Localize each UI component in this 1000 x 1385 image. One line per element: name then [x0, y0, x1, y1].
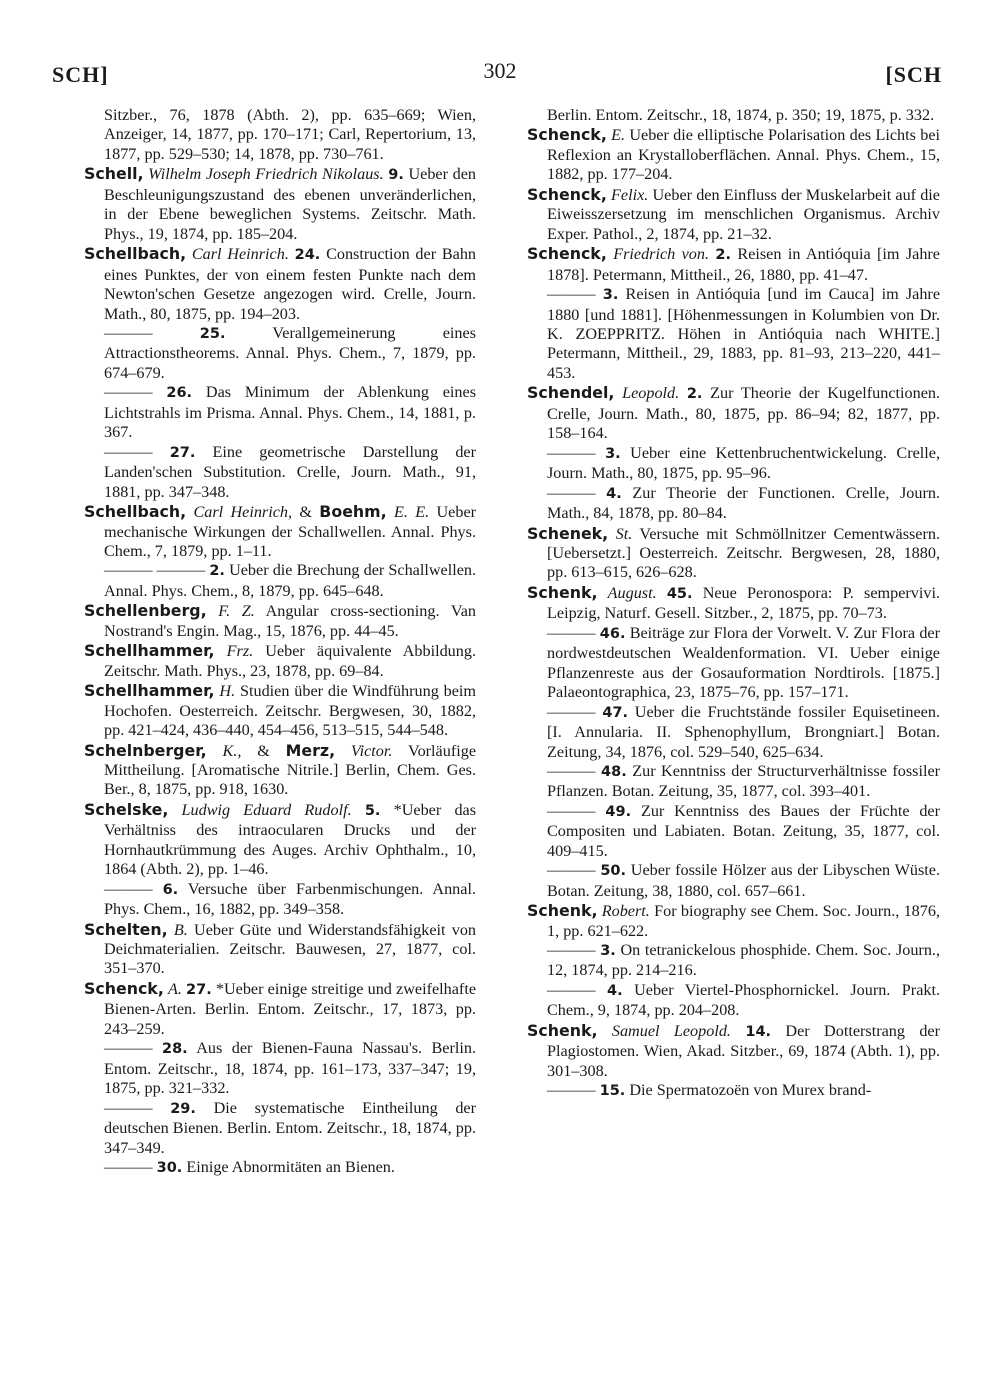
ditto-dash: ——— [547, 1081, 596, 1100]
entry-text: *Ueber einige streitige und zweifelhafte Bienen-Arten. Berlin. Entom. Zeitschr., 17, 1873, pp. 243–259. [104, 979, 477, 1038]
entry-text: Reisen in Antióquia [im Jahre 1878]. Petermann, Mittheil., 26, 1880, pp. 41–47. [547, 245, 940, 284]
author-surname: Schenk, [527, 901, 598, 921]
author-entry [527, 125, 940, 184]
entry-number: 2. [715, 247, 732, 264]
author-given-name: B. [173, 920, 188, 939]
ditto-dash: ——— [104, 879, 153, 898]
author-surname: Schellbach, [84, 502, 187, 522]
entry-number: 26. [166, 385, 193, 402]
entry-text: Versuche mit Schmöllnitzer Cementwässern. [Uebersetzt.] Oesterreich. Zeitschr. Bergwesen, 28, 1880, pp. 613–615, 626–628. [547, 524, 941, 582]
entry-text: Ueber äquivalente Abbildung. Zeitschr. Math. Phys., 23, 1878, pp. 69–84. [104, 642, 477, 680]
entry-number: 2. [686, 386, 703, 403]
entry-number: 50. [600, 863, 627, 880]
author-given-name: A. [167, 979, 182, 998]
author-entry [84, 601, 476, 641]
entry-text: Sitzber., 76, 1878 (Abth. 2), pp. 635–669; Wien, Anzeiger, 14, 1877, pp. 170–171; Carl, Repertorium, 13, 1877, pp. 529–530; 14, 1878, pp. 730–761. [104, 106, 476, 163]
entry-number: 27. [186, 981, 212, 998]
author-surname: Schellhammer, [84, 641, 215, 661]
ditto-dash: ——— [104, 442, 153, 461]
entry-text: Reisen in Antióquia [und im Cauca] im Jahre 1880 [und 1881]. [Höhenmessungen in Kolumbien von Dr. K. ZOEPPRITZ. Höhen in Antióquia nach WHITE.] Petermann, Mittheil., 29, 1883, pp. 81–93, 213–220, 441–453. [547, 285, 941, 382]
sub-entry [527, 1081, 940, 1101]
ditto-dash: ——— [547, 443, 596, 462]
entry-number: 30. [156, 1160, 183, 1177]
ditto-dash: ——— [104, 1098, 153, 1117]
entry-text: Studien über die Windführung beim Hochofen. Oesterreich. Zeitschr. Bergwesen, 30, 1882, pp. 421–424, 436–440, 454–456, 513–515, 544–548. [104, 682, 476, 740]
sub-entry [84, 443, 476, 502]
coauthor-given-name: E. E. [393, 503, 430, 522]
sub-entry [84, 383, 476, 442]
author-surname: Schenck, [84, 978, 164, 998]
author-given-name: Wilhelm Joseph Friedrich Nikolaus. [148, 165, 384, 184]
ditto-dash: ——— [547, 623, 596, 642]
ditto-dash: ——— ——— [104, 561, 206, 580]
ditto-dash: ——— [547, 285, 596, 304]
entry-number: 14. [745, 1023, 772, 1040]
ditto-dash: ——— [547, 702, 596, 721]
author-given-name: Carl Heinrich, [193, 503, 293, 522]
entry-text: Ueber den Beschleunigungszustand des ebenen unveränderlichen, in der Ebene beweglichen Systems. Zeitschr. Math. Phys., 19, 1874, pp. 185–204. [104, 165, 476, 243]
author-surname: Schellenberg, [84, 601, 207, 621]
sub-entry [527, 703, 940, 762]
author-given-name: Robert. [601, 902, 650, 921]
author-entry [527, 583, 940, 624]
sub-entry [527, 285, 940, 383]
author-surname: Schenck, [527, 125, 607, 145]
entry-number: 49. [605, 803, 632, 820]
author-surname: Schenek, [527, 523, 609, 543]
entry-continuation [527, 106, 940, 125]
sub-entry [527, 624, 940, 703]
entry-text: Ueber eine Kettenbruchentwickelung. Crelle, Journ. Math., 80, 1875, pp. 95–96. [547, 443, 941, 483]
sub-entry [527, 861, 940, 901]
entry-text: Aus der Bienen-Fauna Nassau's. Berlin. Entom. Zeitschr., 18, 1874, pp. 161–173, 337–347; 19, 1875, pp. 321–332. [104, 1039, 477, 1098]
author-surname: Schenck, [527, 244, 607, 264]
entry-number: 4. [606, 485, 622, 502]
sub-entry [527, 762, 940, 802]
entry-text: Die Spermatozoën von Murex brand- [629, 1081, 872, 1100]
author-surname: Schellhammer, [84, 681, 215, 701]
entry-text: Einige Abnormitäten an Bienen. [186, 1158, 395, 1177]
entry-text: Angular cross-sectioning. Van Nostrand's Engin. Mag., 15, 1876, pp. 44–45. [104, 602, 477, 640]
author-surname: Schelten, [84, 919, 168, 939]
ditto-dash: ——— [547, 761, 596, 780]
author-entry [527, 383, 940, 443]
entry-text: Die systematische Eintheilung der deutschen Bienen. Berlin. Entom. Zeitschr., 18, 1874, pp. 347–349. [104, 1098, 477, 1157]
coauthor-surname: Merz, [285, 740, 336, 760]
entry-text: *Ueber das Verhältniss des intraocularen Drucks und der Hornhautkrümmung des Auges. Archiv Ophthalm., 10, 1864 (Abth. 2), pp. 1–46. [104, 800, 477, 879]
ampersand: & [257, 741, 270, 760]
author-surname: Schenk, [527, 582, 598, 602]
author-surname: Schenck, [527, 184, 607, 204]
entry-number: 9. [388, 167, 404, 184]
author-entry [84, 681, 476, 740]
left-column [84, 106, 476, 1178]
entry-number: 4. [607, 982, 623, 999]
header-right-running-head: [SCH [885, 62, 942, 87]
author-entry [84, 741, 476, 800]
author-surname: Schellbach, [84, 244, 187, 264]
entry-text: Vorläufige Mittheilung. [Aromatische Nitrile.] Berlin, Chem. Ges. Ber., 8, 1875, pp. 918, 1630. [104, 741, 476, 799]
author-surname: Schelnberger, [84, 740, 207, 760]
entry-text: Berlin. Entom. Zeitschr., 18, 1874, p. 350; 19, 1875, p. 332. [547, 106, 935, 124]
author-given-name: Friedrich von. [613, 245, 710, 264]
ditto-dash: ——— [104, 1039, 153, 1058]
sub-entry [84, 1158, 476, 1178]
right-column [527, 106, 940, 1102]
entry-number: 48. [601, 763, 627, 780]
entry-number: 2. [209, 563, 225, 580]
author-given-name: Felix. [611, 185, 649, 204]
entry-number: 27. [169, 444, 196, 461]
entry-text: Verallgemeinerung eines Attractionstheorems. Annal. Phys. Chem., 7, 1879, pp. 674–679. [104, 323, 476, 382]
author-entry [84, 800, 476, 880]
entry-number: 3. [602, 287, 619, 304]
entry-text: Ueber Viertel-Phosphornickel. Journ. Prakt. Chem., 9, 1874, pp. 204–208. [547, 980, 941, 1020]
ditto-dash: ——— [547, 941, 596, 960]
ditto-dash: ——— [547, 801, 596, 820]
entry-text: Ueber die elliptische Polarisation des Lichts bei Reflexion an Krystalloberflächen. Annal. Phys. Chem., 15, 1882, pp. 177–204. [547, 126, 941, 184]
ditto-dash: ——— [547, 861, 596, 880]
author-entry [527, 901, 940, 941]
entry-text: Das Minimum der Ablenkung eines Lichtstrahls im Prisma. Annal. Phys. Chem., 14, 1881, p. 367. [104, 383, 477, 442]
sub-entry [84, 1099, 476, 1158]
author-given-name: E. [611, 126, 626, 145]
entry-text: Versuche über Farbenmischungen. Annal. Phys. Chem., 16, 1882, pp. 349–358. [104, 879, 476, 919]
author-given-name: Carl Heinrich. [191, 245, 289, 264]
author-surname: Schendel, [527, 383, 615, 403]
sub-entry [84, 324, 476, 383]
author-given-name: Samuel Leopold. [611, 1021, 731, 1040]
sub-entry [527, 444, 940, 484]
ditto-dash: ——— [547, 483, 596, 502]
entry-number: 3. [600, 943, 616, 960]
sub-entry [84, 561, 476, 601]
entry-text: Ueber die Fruchtstände fossiler Equisetineen. [I. Annularia. II. Sphenophyllum, Brongniart.] Botan. Zeitung, 34, 1876, col. 529–540, 625–634. [547, 702, 940, 761]
page-header [0, 58, 1000, 94]
entry-text: Zur Kenntniss des Baues der Früchte der Compositen und Labiaten. Botan. Zeitung, 35, 1877, col. 409–415. [547, 801, 941, 860]
ditto-dash: ——— [104, 1158, 153, 1177]
entry-number: 47. [602, 704, 628, 721]
entry-number: 5. [364, 802, 381, 819]
ditto-dash: ——— [547, 980, 596, 999]
entry-text: Construction der Bahn eines Punktes, der von einem festen Punkte nach dem Newton'schen Gesetze angezogen wird. Crelle, Journ. Math., 80, 1875, pp. 194–203. [104, 245, 477, 323]
entry-number: 15. [599, 1083, 626, 1100]
entry-number: 45. [666, 585, 693, 602]
author-entry [527, 524, 940, 583]
sub-entry [527, 941, 940, 981]
author-given-name: K., [222, 741, 242, 760]
entry-number: 28. [162, 1041, 188, 1058]
entry-text: Ueber die Brechung der Schallwellen. Annal. Phys. Chem., 8, 1879, pp. 645–648. [104, 561, 477, 600]
sub-entry [84, 1039, 476, 1098]
entry-number: 3. [605, 445, 621, 462]
entry-number: 29. [170, 1100, 196, 1117]
ampersand: & [299, 503, 312, 522]
author-entry [527, 185, 940, 244]
entry-text: Zur Theorie der Functionen. Crelle, Journ. Math., 84, 1878, pp. 80–84. [547, 483, 940, 523]
author-given-name: F. Z. [218, 602, 255, 621]
entry-number: 25. [199, 325, 226, 342]
author-given-name: St. [615, 524, 633, 543]
author-surname: Schelske, [84, 799, 169, 819]
author-entry [527, 1021, 940, 1081]
entry-text: Zur Theorie der Kugelfunctionen. Crelle, Journ. Math., 80, 1875, pp. 86–94; 82, 1877, pp. 158–164. [547, 384, 941, 443]
entry-text: On tetranickelous phosphide. Chem. Soc. Journ., 12, 1874, pp. 214–216. [547, 941, 941, 980]
author-entry [84, 502, 476, 561]
entry-text: Ueber fossile Hölzer aus der Libyschen Wüste. Botan. Zeitung, 38, 1880, col. 657–661. [547, 861, 940, 900]
author-given-name: August. [607, 583, 657, 602]
author-given-name: Ludwig Eduard Rudolf. [181, 800, 352, 819]
author-entry [84, 164, 476, 244]
author-entry [84, 641, 476, 681]
entry-number: 46. [599, 625, 626, 642]
coauthor-surname: Boehm, [319, 502, 387, 522]
entry-text: Beiträge zur Flora der Vorwelt. V. Zur Flora der nordwestdeutschen Wealdenformation. VI. Ueber einige Pflanzenreste aus der Gosauformation Nordtirols. [1875.] Palaeontographica, 23, 1875–76, pp. 157–171. [547, 623, 941, 702]
author-surname: Schenk, [527, 1020, 598, 1040]
sub-entry [527, 802, 940, 861]
author-surname: Schell, [84, 164, 144, 184]
coauthor-given-name: Victor. [350, 741, 393, 760]
author-entry [84, 244, 476, 324]
entry-text: Zur Kenntniss der Structurverhältnisse fossiler Pflanzen. Botan. Zeitung, 35, 1877, col. 393–401. [547, 761, 941, 801]
author-entry [84, 979, 476, 1039]
author-entry [527, 244, 940, 285]
entry-text: Neue Peronospora: P. sempervivi. Leipzig, Naturf. Gesell. Sitzber., 2, 1875, pp. 70–73. [547, 583, 940, 623]
ditto-dash: ——— [104, 383, 153, 402]
entry-continuation [84, 106, 476, 164]
entry-text: Der Dotterstrang der Plagiostomen. Wien, Akad. Sitzber., 69, 1874 (Abth. 1), pp. 301–308. [547, 1021, 941, 1080]
entry-text: Ueber mechanische Wirkungen der Schallwellen. Annal. Phys. Chem., 7, 1879, pp. 1–11. [104, 503, 477, 560]
author-given-name: H. [219, 682, 236, 701]
entry-text: Eine geometrische Darstellung der Landen'schen Substitution. Crelle, Journ. Math., 91, 1881, pp. 347–348. [104, 442, 477, 501]
author-entry [84, 920, 476, 979]
entry-number: 6. [162, 881, 179, 898]
sub-entry [527, 981, 940, 1021]
author-given-name: Leopold. [622, 384, 680, 403]
page-number: 302 [483, 58, 517, 83]
entry-text: Ueber Güte und Widerstandsfähigkeit von Deichmaterialien. Zeitschr. Bauwesen, 27, 1877, col. 351–370. [104, 920, 477, 978]
sub-entry [84, 880, 476, 920]
sub-entry [527, 484, 940, 524]
ditto-dash: ——— [104, 323, 153, 342]
entry-text: Ueber den Einfluss der Muskelarbeit auf die Eiweisszersetzung im menschlichen Organismus. Archiv Exper. Pathol., 2, 1874, pp. 21–32. [547, 185, 940, 243]
header-left-running-head: SCH] [52, 62, 109, 87]
author-given-name: Frz. [226, 642, 254, 661]
entry-text: For biography see Chem. Soc. Journ., 1876, 1, pp. 621–622. [547, 902, 940, 940]
entry-number: 24. [294, 247, 321, 264]
